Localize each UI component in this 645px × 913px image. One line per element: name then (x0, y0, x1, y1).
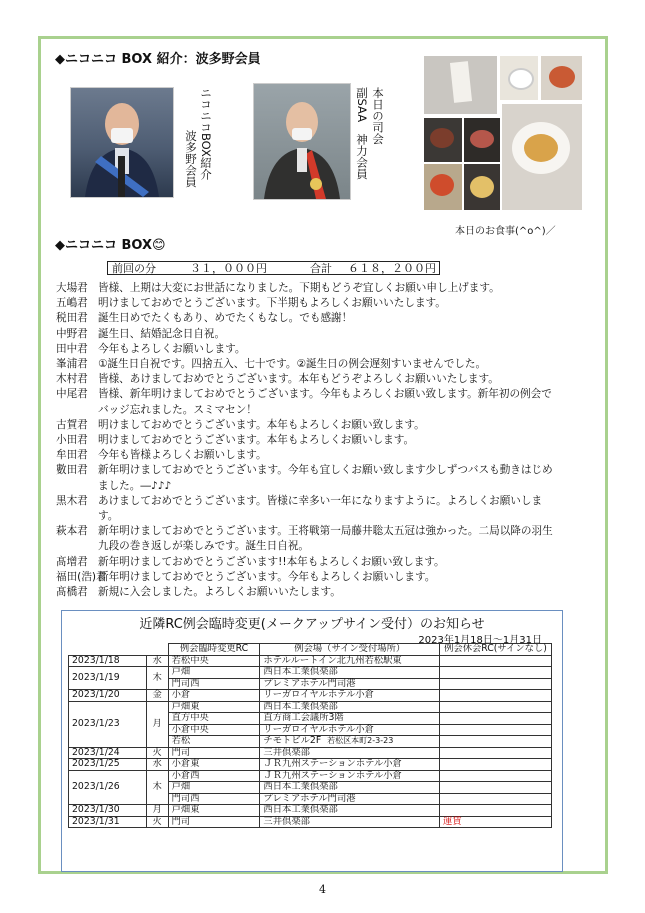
table-row (69, 770, 552, 782)
rc-cell: 門司 (168, 816, 260, 828)
weekday-cell: 火 (146, 816, 168, 828)
member-message: あけましておめでとうございます。皆様に幸多い一年になりますように。よろしくお願いします。 (98, 494, 543, 523)
member-message: 皆様、あけましておめでとうございます。本年もどうぞよろしくお願いいたします。 (98, 373, 499, 386)
member-message: 皆様、新年明けましておめでとうございます。今年もよろしくお願い致します。新年初の例会でバッジ忘れました。スミマセン！ (98, 388, 552, 416)
jinriki-caption-2: 副SAA 神力会員 (355, 87, 369, 180)
weekday-cell: 火 (146, 747, 168, 759)
table-row (69, 805, 552, 817)
rc-cell: 小倉中央 (168, 724, 260, 736)
list-item (56, 311, 556, 326)
soup-cup-photo (500, 56, 538, 100)
appetizer-photo (541, 56, 582, 100)
closed-cell (440, 759, 552, 771)
venue-name: リーガロイヤルホテル小倉 (263, 723, 374, 735)
date-cell: 2023/1/31 (69, 816, 147, 828)
list-item (56, 372, 556, 387)
prev-label: 前回の分 (112, 262, 156, 275)
member-name: 髙增君 (56, 555, 88, 568)
member-name: 中尾君 (56, 388, 88, 401)
header-closed: 例会休会RC(サインなし) (440, 644, 552, 656)
list-item (56, 387, 556, 417)
venue-cell (260, 736, 440, 748)
rc-cell: 門司西 (168, 678, 260, 690)
date-cell: 2023/1/18 (69, 655, 147, 667)
venue-cell (260, 678, 440, 690)
list-item (56, 585, 556, 600)
venue-name: 西日本工業倶楽部 (263, 781, 338, 792)
notice-date-range: 2023年1月18日～1月31日 (418, 635, 542, 646)
list-item (56, 418, 556, 433)
member-message: 新年明けましておめでとうございます。王将戦第一局藤井聡太五冠は強かった。二局以降の羽生九段の巻き返しが楽しみです。誕生日自祝。 (98, 525, 553, 553)
member-name: 黒木君 (56, 494, 88, 507)
list-item (56, 357, 556, 372)
photo-jinriki (253, 83, 351, 200)
list-item (56, 448, 556, 463)
venue-cell (260, 816, 440, 828)
table-row (69, 690, 552, 702)
member-message: 新年明けましておめでとうございます!!本年もよろしくお願い致します。 (98, 555, 445, 568)
weekday-cell: 金 (146, 690, 168, 702)
rc-cell: 若松中央 (168, 655, 260, 667)
rc-cell: 戸畑東 (168, 701, 260, 713)
date-cell: 2023/1/24 (69, 747, 147, 759)
venue-cell (260, 793, 440, 805)
box-heading: ◆ニコニコ BOX😊 (55, 238, 166, 253)
member-message: 明けましておめでとうございます。下半期もよろしくお願いいたします。 (98, 297, 446, 310)
member-name: 小田君 (56, 434, 88, 447)
hatano-caption-1: ニコニコBOX紹介 (199, 87, 213, 180)
member-message: 今年もよろしくお願いします。 (98, 342, 246, 355)
venue-cell (260, 782, 440, 794)
member-name: 髙橋君 (56, 586, 88, 599)
food-caption: 本日のお食事(^o^)／ (455, 226, 556, 237)
venue-cell (260, 667, 440, 679)
table-header-row (69, 644, 552, 656)
member-message: ①誕生日自祝です。四捨五入、七十です。②誕生日の例会遅刻すいませんでした。 (98, 358, 487, 371)
list-item (56, 281, 556, 296)
closed-note: 運賃 (443, 815, 462, 827)
venue-name: ホテルルートイン北九州若松駅東 (263, 654, 402, 666)
rc-cell: 戸畑 (168, 782, 260, 794)
closed-cell (440, 713, 552, 725)
rc-notice (61, 610, 563, 872)
venue-name: 三井倶楽部 (263, 746, 310, 758)
venue-cell (260, 770, 440, 782)
closed-cell (440, 701, 552, 713)
menu-card-photo (424, 56, 497, 114)
list-item (56, 555, 556, 570)
list-item (56, 296, 556, 311)
rc-cell: 小倉東 (168, 759, 260, 771)
member-name: 中野君 (56, 327, 88, 340)
total-amount: ６１８，２００円 (348, 262, 436, 275)
venue-cell (260, 655, 440, 667)
closed-cell (440, 793, 552, 805)
weekday-cell: 木 (146, 770, 168, 805)
venue-cell (260, 747, 440, 759)
message-list (56, 281, 556, 600)
member-name: 峯浦君 (56, 358, 88, 371)
weekday-cell: 水 (146, 655, 168, 667)
venue-name: 三井倶楽部 (263, 815, 310, 827)
member-message: 新年明けましておめでとうございます。今年もよろしくお願いします。 (98, 570, 436, 583)
table-row (69, 816, 552, 828)
table-row (69, 701, 552, 713)
page-number: 4 (319, 883, 326, 896)
member-name: 古賀君 (56, 418, 88, 431)
venue-cell (260, 805, 440, 817)
member-name: 田中君 (56, 342, 88, 355)
schedule-table (68, 643, 552, 828)
venue-name: 直方商工会議所3階 (263, 712, 344, 723)
date-cell: 2023/1/30 (69, 805, 147, 817)
closed-cell (440, 690, 552, 702)
rc-cell: 若松 (168, 736, 260, 748)
member-name: 五嶋君 (56, 297, 88, 310)
table-row (69, 759, 552, 771)
rc-cell: 門司 (168, 747, 260, 759)
rc-cell: 門司西 (168, 793, 260, 805)
member-name: 數田君 (56, 464, 88, 477)
prev-amount: ３１，０００円 (190, 262, 267, 275)
venue-name: 西日本工業倶楽部 (263, 700, 338, 712)
venue-address: 若松区本町2-3-23 (327, 736, 394, 745)
member-message: 今年も皆様よろしくお願いします。 (98, 449, 267, 462)
closed-cell (440, 805, 552, 817)
closed-cell (440, 747, 552, 759)
member-name: 萩本君 (56, 525, 88, 538)
weekday-cell: 木 (146, 667, 168, 690)
table-row (69, 667, 552, 679)
date-cell: 2023/1/19 (69, 667, 147, 690)
rc-cell: 戸畑 (168, 667, 260, 679)
member-message: 明けましておめでとうございます。本年もよろしくお願い致します。 (98, 418, 425, 431)
member-message: 誕生日、結婚記念日自祝。 (98, 327, 226, 340)
member-message: 誕生日めでたくもあり、めでたくもなし。でも感謝！ (98, 312, 353, 325)
venue-name: ＪＲ九州ステーションホテル小倉 (263, 769, 402, 781)
photo-hatano (70, 87, 174, 198)
gratin-photo (464, 164, 500, 210)
member-name: 税田君 (56, 312, 88, 325)
venue-name: プレミアホテル門司港 (263, 677, 356, 689)
notice-title: 近隣RC例会臨時変更(メークアップサイン受付）のお知らせ (139, 617, 485, 632)
list-item (56, 433, 556, 448)
closed-cell (440, 816, 552, 828)
rc-cell: 小倉 (168, 690, 260, 702)
meat-dish-photo (424, 118, 462, 162)
venue-cell (260, 724, 440, 736)
member-name: 木村君 (56, 373, 88, 386)
venue-name: 西日本工業倶楽部 (263, 666, 338, 677)
member-name: 牟田君 (56, 449, 88, 462)
list-item (56, 342, 556, 357)
closed-cell (440, 724, 552, 736)
member-message: 明けましておめでとうございます。本年もよろしくお願いします。 (98, 434, 415, 447)
venue-cell (260, 713, 440, 725)
closed-cell (440, 678, 552, 690)
date-cell: 2023/1/23 (69, 701, 147, 747)
venue-name: プレミアホテル門司港 (263, 792, 356, 804)
total-label: 合計 (310, 262, 332, 275)
hatano-caption-2: 波多野会員 (184, 130, 198, 188)
list-item (56, 524, 556, 554)
venue-cell (260, 690, 440, 702)
summary-box (107, 261, 440, 275)
intro-heading: ◆ニコニコ BOX 紹介：波多野会員 (55, 52, 261, 67)
rc-cell: 直方中央 (168, 713, 260, 725)
member-message: 皆様、上期は大変にお世話になりました。下期もどうぞ宜しくお願い申し上げます。 (98, 282, 500, 294)
member-name: 大場君 (56, 282, 88, 294)
weekday-cell: 月 (146, 805, 168, 817)
header-rc: 例会臨時変更RC (168, 644, 260, 656)
list-item (56, 570, 556, 585)
venue-cell (260, 701, 440, 713)
member-name: 福田(浩)君 (56, 570, 107, 583)
venue-name: リーガロイヤルホテル小倉 (263, 689, 374, 700)
closed-cell (440, 782, 552, 794)
rc-cell: 戸畑東 (168, 805, 260, 817)
table-row (69, 655, 552, 667)
list-item (56, 463, 556, 493)
member-message: 新年明けましておめでとうございます。今年も宜しくお願い致します少しずつバスも動きはじめました。―♪♪♪ (98, 464, 553, 492)
closed-cell (440, 667, 552, 679)
weekday-cell: 水 (146, 759, 168, 771)
rc-cell: 小倉西 (168, 770, 260, 782)
weekday-cell: 月 (146, 701, 168, 747)
date-cell: 2023/1/20 (69, 690, 147, 702)
closed-cell (440, 770, 552, 782)
venue-name: 西日本工業倶楽部 (263, 804, 338, 815)
member-message: 新規に入会しました。よろしくお願いいたします。 (98, 586, 341, 599)
venue-name: ＪＲ九州ステーションホテル小倉 (263, 758, 402, 769)
table-row (69, 747, 552, 759)
list-item (56, 494, 556, 524)
jinriki-caption-1: 本日の司会 (371, 87, 385, 145)
salad-photo (424, 164, 462, 210)
closed-cell (440, 655, 552, 667)
food-collage (424, 56, 582, 210)
closed-cell (440, 736, 552, 748)
venue-cell (260, 759, 440, 771)
header-venue: 例会場（サイン受付場所） (260, 644, 440, 656)
date-cell: 2023/1/26 (69, 770, 147, 805)
date-cell: 2023/1/25 (69, 759, 147, 771)
beef-dish-photo (464, 118, 500, 162)
list-item (56, 327, 556, 342)
venue-name: チモトビル2F (263, 735, 322, 746)
noodle-soup-photo (502, 104, 582, 210)
